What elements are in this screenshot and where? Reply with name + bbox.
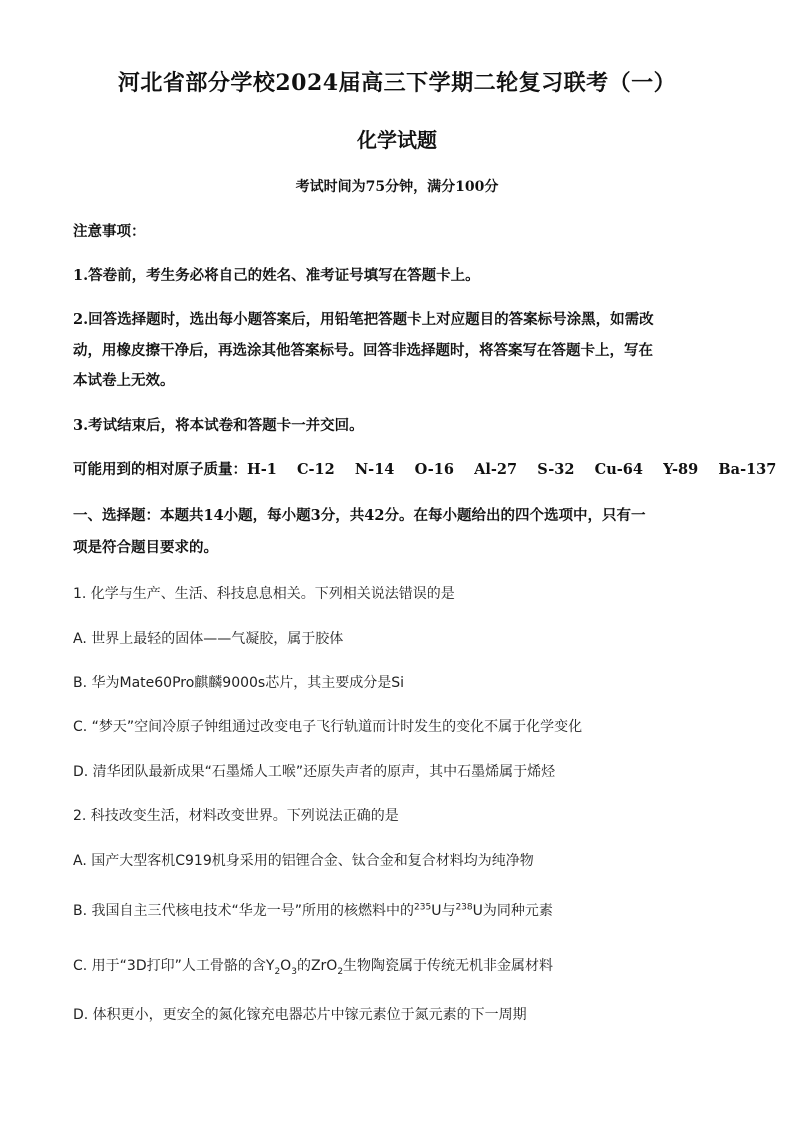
subject-title: 化学试题 (357, 128, 437, 152)
option-c-suffix: 生物陶瓷属于传统无机非金属材料 (343, 958, 554, 974)
question-2-option-d: D. 体积更小，更安全的氮化镓充电器芯片中镓元素位于氮元素的下一周期 (73, 1007, 527, 1023)
question-2-option-c (73, 955, 723, 975)
note-item-1: 1.答卷前，考生务必将自己的姓名、准考证号填写在答题卡上。 (73, 267, 480, 284)
note-item-2-line-1: 2.回答选择题时，选出每小题答案后，用铅笔把答题卡上对应题目的答案标号涂黑，如需改 (73, 311, 654, 328)
note-item-3: 3.考试结束后，将本试卷和答题卡一并交回。 (73, 417, 364, 434)
question-1-option-a: A. 世界上最轻的固体——气凝胶，属于胶体 (73, 631, 344, 647)
question-1-option-c: C. “梦天”空间冷原子钟组通过改变电子飞行轨道而计时发生的变化不属于化学变化 (73, 719, 583, 735)
option-c-prefix: C. 用于“3D打印”人工骨骼的含 (73, 958, 266, 974)
formula-o: O (280, 958, 292, 974)
note-item-2-line-2: 动，用橡皮擦干净后，再选涂其他答案标号。回答非选择题时，将答案写在答题卡上，写在 (73, 342, 653, 359)
section-1-heading-line-2: 项是符合题目要求的。 (73, 539, 218, 556)
exam-title: 河北省部分学校2024届高三下学期二轮复习联考（一） (117, 70, 677, 96)
formula-y-subscript: 2 (274, 966, 281, 977)
isotope-mass-235: 235 (414, 902, 432, 913)
exam-time-score: 考试时间为75分钟，满分100分 (295, 179, 499, 195)
option-b-conjunction: 与 (441, 903, 456, 919)
question-1-option-b: B. 华为Mate60Pro麒麟9000s芯片，其主要成分是Si (73, 675, 404, 691)
option-b-prefix: B. 我国自主三代核电技术“华龙一号”所用的核燃料中的 (73, 903, 415, 919)
question-2-option-b (73, 900, 723, 920)
formula-o-subscript: 3 (291, 966, 297, 977)
uranium-symbol-2: U (472, 903, 483, 919)
question-1-stem: 1. 化学与生产、生活、科技息息相关。下列相关说法错误的是 (73, 586, 455, 602)
note-item-2-line-3: 本试卷上无效。 (73, 372, 175, 389)
option-c-particle: 的 (296, 958, 311, 974)
question-2-stem: 2. 科技改变生活，材料改变世界。下列说法正确的是 (73, 808, 399, 824)
option-b-suffix: 为同种元素 (482, 903, 553, 919)
formula-y: Y (265, 958, 275, 974)
notes-heading: 注意事项： (73, 223, 146, 240)
uranium-symbol-1: U (431, 903, 442, 919)
question-1-option-d: D. 清华团队最新成果“石墨烯人工喉”还原失声者的原声，其中石墨烯属于烯烃 (73, 764, 556, 780)
isotope-mass-238: 238 (455, 902, 473, 913)
formula-zro: ZrO (310, 958, 338, 974)
section-1-heading-line-1: 一、选择题：本题共14小题，每小题3分，共42分。在每小题给出的四个选项中，只有一 (73, 507, 646, 524)
atomic-masses: 可能用到的相对原子质量：H-1 C-12 N-14 O-16 Al-27 S-32 Cu-64 Y-89 Ba-137 (73, 461, 777, 478)
question-2-option-a: A. 国产大型客机C919机身采用的铝锂合金、钛合金和复合材料均为纯净物 (73, 853, 534, 869)
formula-zro-subscript: 2 (337, 966, 344, 977)
